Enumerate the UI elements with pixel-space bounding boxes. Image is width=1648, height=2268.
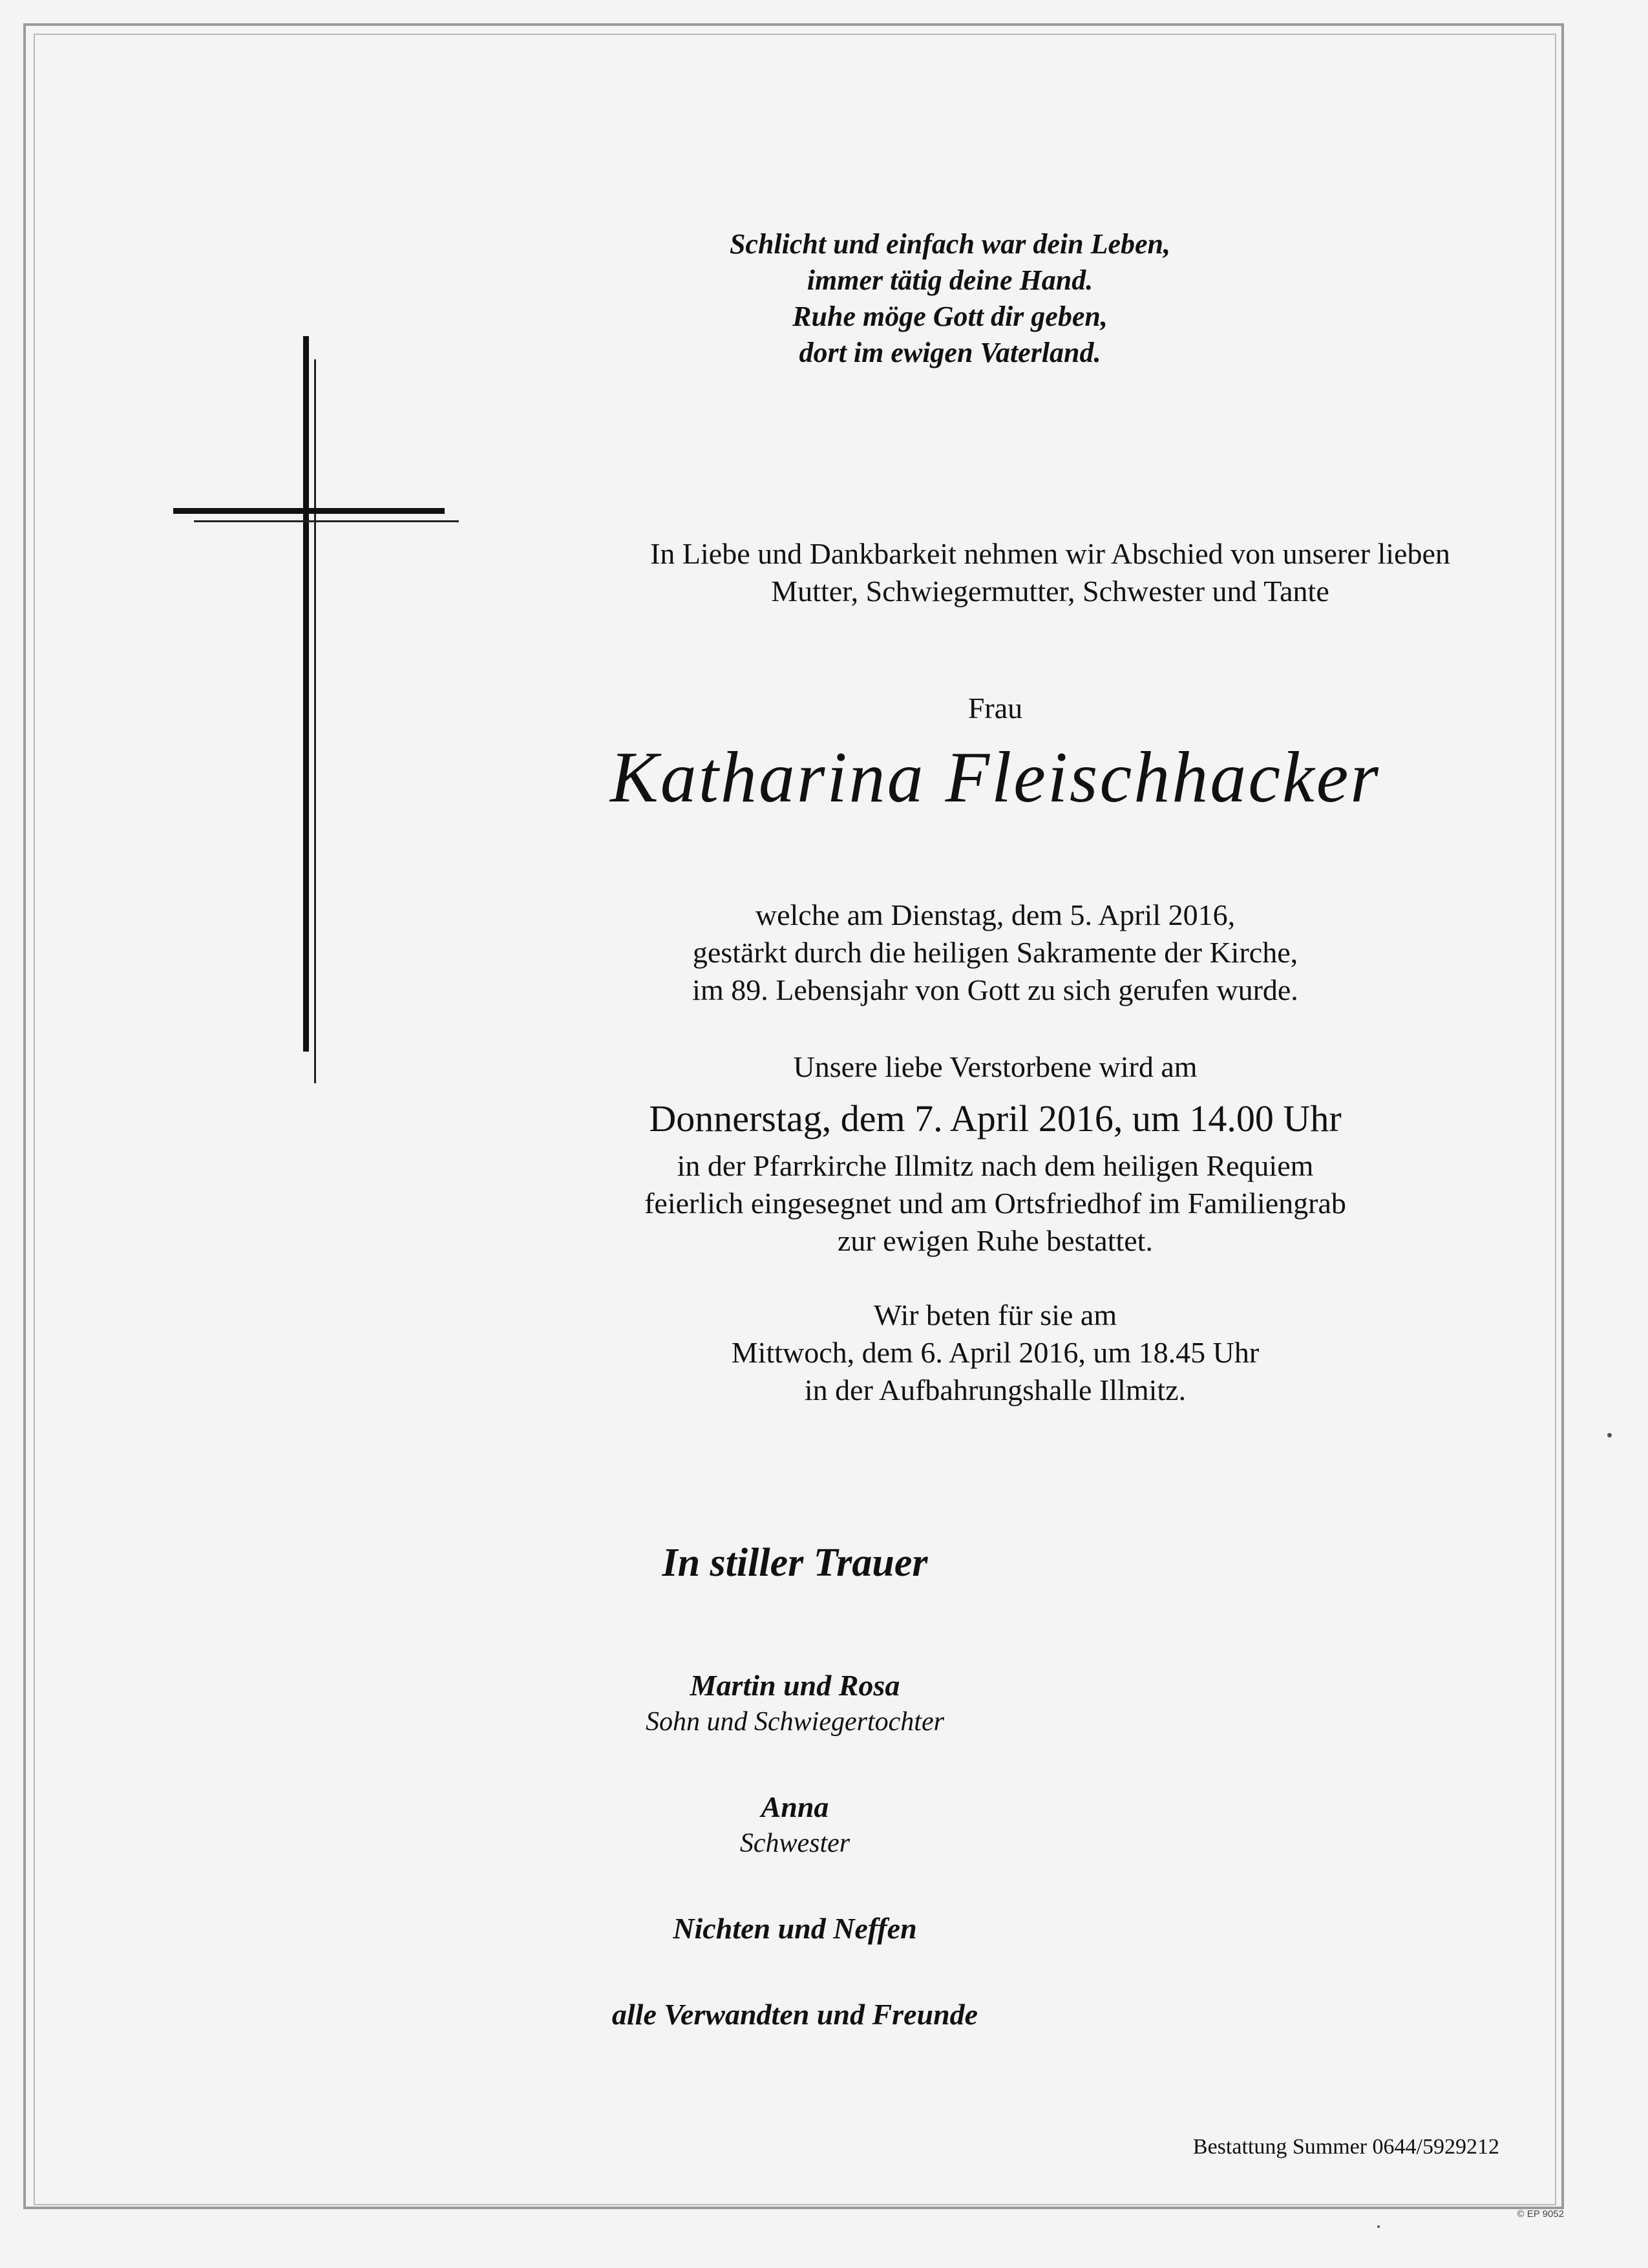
mourner-relation: Sohn und Schwiegertochter	[646, 1707, 944, 1737]
mourner-name: Anna	[761, 1790, 829, 1823]
farewell-intro	[452, 535, 1648, 610]
prayer-notice	[607, 1297, 1383, 1409]
mourner-entry	[530, 1667, 1060, 1739]
funeral-detail-line: in der Pfarrkirche Illmitz nach dem heiligen Requiem	[677, 1149, 1314, 1182]
funeral-detail-line: zur ewigen Ruhe bestattet.	[838, 1224, 1153, 1257]
mourner-name: Martin und Rosa	[690, 1669, 900, 1702]
mourner-entry	[530, 1996, 1060, 2033]
cross-vertical-bar	[303, 336, 309, 1052]
mourner-name: Nichten und Neffen	[673, 1912, 917, 1945]
funeral-date: Donnerstag, dem 7. April 2016, um 14.00 Uhr	[649, 1097, 1342, 1139]
prayer-line: in der Aufbahrungshalle Illmitz.	[804, 1373, 1187, 1406]
prayer-line: Wir beten für sie am	[873, 1298, 1117, 1331]
deceased-name: Katharina Fleischhacker	[610, 737, 1380, 818]
mourning-heading: In stiller Trauer	[662, 1541, 928, 1585]
death-line: welche am Dienstag, dem 5. April 2016,	[755, 898, 1236, 931]
funeral-details	[543, 1147, 1448, 1260]
copyright-mark: © EP 9052	[1517, 2209, 1564, 2220]
death-line: gestärkt durch die heiligen Sakramente der Kirche,	[692, 936, 1298, 969]
intro-line: In Liebe und Dankbarkeit nehmen wir Abschied von unserer lieben	[650, 537, 1450, 570]
poem-line: Ruhe möge Gott dir geben,	[792, 301, 1108, 332]
mourner-entry	[530, 1910, 1060, 1947]
death-line: im 89. Lebensjahr von Gott zu sich gerufen wurde.	[692, 973, 1298, 1006]
poem-line: dort im ewigen Vaterland.	[799, 337, 1101, 368]
poem	[659, 226, 1241, 371]
cross-vertical-shadow-line	[314, 359, 316, 1083]
mourner-relation: Schwester	[739, 1828, 850, 1858]
prayer-line: Mittwoch, dem 6. April 2016, um 18.45 Uhr	[731, 1336, 1260, 1369]
cross-horizontal-shadow-line	[194, 520, 459, 522]
cross-horizontal-bar	[173, 508, 445, 514]
poem-line: Schlicht und einfach war dein Leben,	[729, 228, 1171, 260]
mourner-entry	[530, 1788, 1060, 1861]
funeral-intro: Unsere liebe Verstorbene wird am	[793, 1050, 1198, 1083]
funeral-detail-line: feierlich eingesegnet und am Ortsfriedhof im Familiengrab	[644, 1187, 1346, 1220]
scan-speck	[1377, 2225, 1380, 2228]
undertaker-contact: Bestattung Summer 0644/5929212	[1192, 2135, 1499, 2159]
death-notice	[607, 896, 1383, 1009]
mourner-name: alle Verwandten und Freunde	[611, 1998, 978, 2031]
salutation: Frau	[967, 692, 1023, 725]
poem-line: immer tätig deine Hand.	[807, 264, 1093, 296]
scan-speck	[1607, 1433, 1612, 1437]
intro-line: Mutter, Schwiegermutter, Schwester und Tante	[771, 575, 1329, 608]
